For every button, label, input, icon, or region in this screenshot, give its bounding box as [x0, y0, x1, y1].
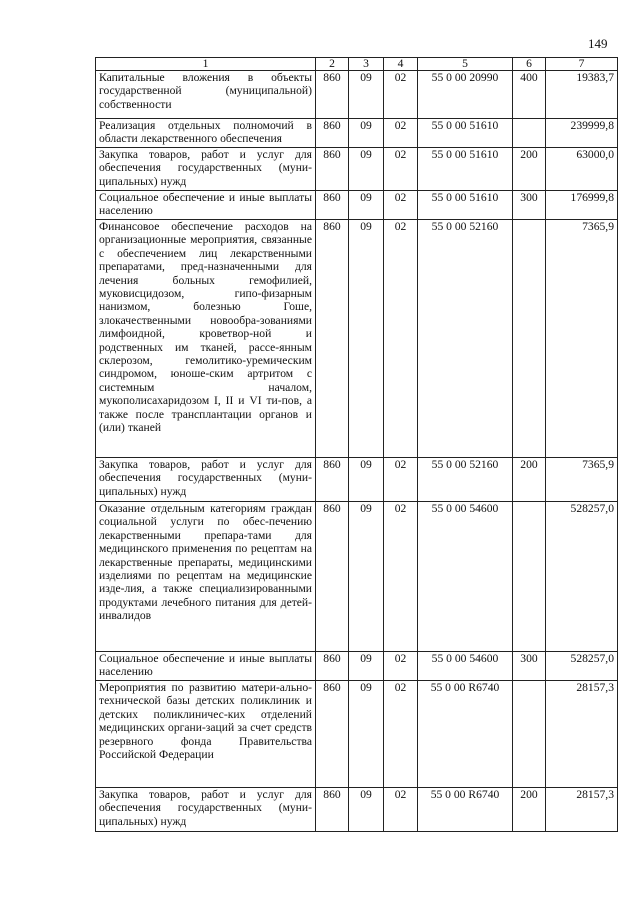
target-article-code: 55 0 00 51610 — [418, 148, 513, 191]
target-article-code: 55 0 00 52160 — [418, 458, 513, 502]
column-header: 2 — [316, 58, 349, 71]
budget-table — [95, 57, 618, 832]
amount-value: 239999,8 — [546, 119, 618, 148]
section-code: 09 — [349, 119, 384, 148]
target-article-code: 55 0 00 52160 — [418, 220, 513, 458]
table-row — [96, 788, 618, 832]
table-row — [96, 458, 618, 502]
amount-value: 19383,7 — [546, 71, 618, 119]
column-header: 3 — [349, 58, 384, 71]
amount-value: 176999,8 — [546, 191, 618, 220]
section-code: 09 — [349, 71, 384, 119]
expense-type-code: 200 — [513, 458, 546, 502]
subsection-code: 02 — [384, 148, 418, 191]
table-row — [96, 191, 618, 220]
table-row — [96, 502, 618, 652]
expense-type-code — [513, 502, 546, 652]
amount-value: 7365,9 — [546, 458, 618, 502]
section-code: 09 — [349, 220, 384, 458]
expense-type-code: 400 — [513, 71, 546, 119]
ministry-code: 860 — [316, 148, 349, 191]
expense-type-code: 300 — [513, 191, 546, 220]
ministry-code: 860 — [316, 191, 349, 220]
subsection-code: 02 — [384, 191, 418, 220]
page-number: 149 — [588, 36, 608, 51]
subsection-code: 02 — [384, 788, 418, 832]
amount-value: 528257,0 — [546, 502, 618, 652]
ministry-code: 860 — [316, 788, 349, 832]
expense-description: Финансовое обеспечение расходов на организационные мероприятия, связанные с обеспечением лиц лекарственными препаратами, пред-назначенными для лечения больных гемофилией, муковисцидозом, гипо-физарным нанизмом, болезнью Гоше, злокачественными новообра-зованиями лимфоидной, кроветвор-ной и родственных им тканей, рассе-янным склерозом, гемолитико-уремическим синдромом, юноше-ским артритом с системным началом, мукополисахаридозом I, II и VI ти-пов, а также после трансплантации органов и (или) тканей — [96, 220, 316, 458]
ministry-code: 860 — [316, 119, 349, 148]
target-article-code: 55 0 00 51610 — [418, 191, 513, 220]
expense-description: Мероприятия по развитию матери-ально-технической базы детских поликлиник и детских поликлиничес-ких отделений медицинских органи-заций за счет средств резервного фонда Правительства Российской Федерации — [96, 681, 316, 788]
subsection-code: 02 — [384, 458, 418, 502]
expense-type-code: 200 — [513, 788, 546, 832]
section-code: 09 — [349, 148, 384, 191]
target-article-code: 55 0 00 R6740 — [418, 681, 513, 788]
expense-type-code — [513, 119, 546, 148]
column-header: 5 — [418, 58, 513, 71]
subsection-code: 02 — [384, 502, 418, 652]
expense-type-code — [513, 220, 546, 458]
expense-description: Капитальные вложения в объекты государственной (муниципальной) собственности — [96, 71, 316, 119]
column-header: 6 — [513, 58, 546, 71]
section-code: 09 — [349, 458, 384, 502]
section-code: 09 — [349, 191, 384, 220]
table-row — [96, 119, 618, 148]
expense-description: Социальное обеспечение и иные выплаты населению — [96, 191, 316, 220]
table-row — [96, 148, 618, 191]
expense-description: Закупка товаров, работ и услуг для обеспечения государственных (муни-ципальных) нужд — [96, 788, 316, 832]
target-article-code: 55 0 00 R6740 — [418, 788, 513, 832]
expense-type-code — [513, 681, 546, 788]
ministry-code: 860 — [316, 458, 349, 502]
amount-value: 63000,0 — [546, 148, 618, 191]
amount-value: 28157,3 — [546, 681, 618, 788]
column-header: 4 — [384, 58, 418, 71]
section-code: 09 — [349, 502, 384, 652]
expense-description: Закупка товаров, работ и услуг для обеспечения государственных (муни-ципальных) нужд — [96, 148, 316, 191]
table-row — [96, 220, 618, 458]
expense-description: Реализация отдельных полномочий в области лекарственного обеспечения — [96, 119, 316, 148]
amount-value: 28157,3 — [546, 788, 618, 832]
header-row — [96, 58, 618, 71]
amount-value: 528257,0 — [546, 652, 618, 681]
expense-description: Социальное обеспечение и иные выплаты населению — [96, 652, 316, 681]
expense-description: Оказание отдельным категориям граждан социальной услуги по обес-печению лекарственными препара-тами для медицинского применения по рецептам на лекарственные препараты, медицинскими изделиями по рецептам на медицинские изде-лия, а также специализированными продуктами лечебного питания для детей-инвалидов — [96, 502, 316, 652]
table-row — [96, 652, 618, 681]
ministry-code: 860 — [316, 681, 349, 788]
ministry-code: 860 — [316, 71, 349, 119]
ministry-code: 860 — [316, 502, 349, 652]
subsection-code: 02 — [384, 681, 418, 788]
target-article-code: 55 0 00 54600 — [418, 652, 513, 681]
expense-type-code: 200 — [513, 148, 546, 191]
subsection-code: 02 — [384, 220, 418, 458]
subsection-code: 02 — [384, 71, 418, 119]
table-row — [96, 681, 618, 788]
table-row — [96, 71, 618, 119]
ministry-code: 860 — [316, 220, 349, 458]
expense-type-code: 300 — [513, 652, 546, 681]
subsection-code: 02 — [384, 652, 418, 681]
target-article-code: 55 0 00 51610 — [418, 119, 513, 148]
column-header: 7 — [546, 58, 618, 71]
section-code: 09 — [349, 788, 384, 832]
column-header: 1 — [96, 58, 316, 71]
target-article-code: 55 0 00 54600 — [418, 502, 513, 652]
target-article-code: 55 0 00 20990 — [418, 71, 513, 119]
section-code: 09 — [349, 681, 384, 788]
expense-description: Закупка товаров, работ и услуг для обеспечения государственных (муни-ципальных) нужд — [96, 458, 316, 502]
amount-value: 7365,9 — [546, 220, 618, 458]
subsection-code: 02 — [384, 119, 418, 148]
ministry-code: 860 — [316, 652, 349, 681]
section-code: 09 — [349, 652, 384, 681]
